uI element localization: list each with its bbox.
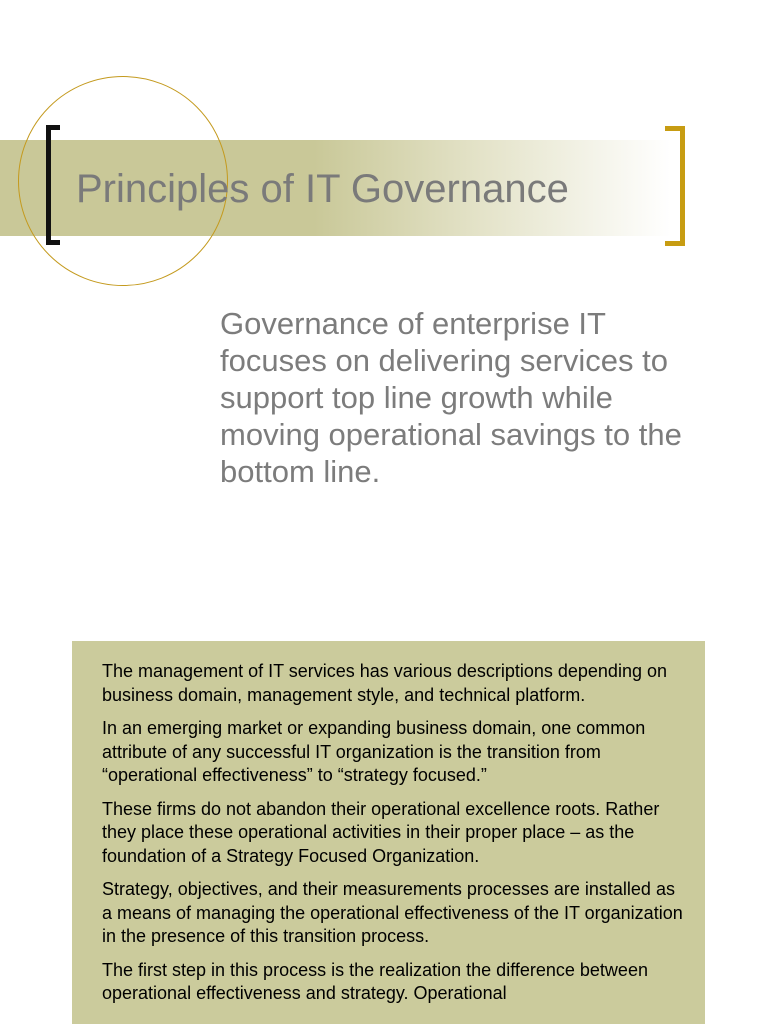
body-paragraph: Strategy, objectives, and their measurements processes are installed as a means of managing the operational effectiveness of the IT organization in the presence of this transition process. <box>102 879 683 946</box>
slide-subtitle: Governance of enterprise IT focuses on delivering services to support top line growth while moving operational savings to the bottom line. <box>220 306 682 489</box>
body-text-box <box>72 641 705 1024</box>
left-bracket-decoration <box>46 125 60 245</box>
body-paragraph: In an emerging market or expanding business domain, one common attribute of any successful IT organization is the transition from “operational effectiveness” to “strategy focused.” <box>102 718 646 785</box>
right-bracket-decoration <box>665 126 685 246</box>
slide-title: Principles of IT Governance <box>76 167 569 211</box>
body-paragraph: The management of IT services has various descriptions depending on business domain, management style, and technical platform. <box>102 661 667 705</box>
body-paragraph: The first step in this process is the realization the difference between operational effectiveness and strategy. Operational <box>102 959 648 1003</box>
body-paragraph: These firms do not abandon their operational excellence roots. Rather they place these operational activities in their proper place – as the foundation of a Strategy Focused Organization. <box>102 798 660 866</box>
